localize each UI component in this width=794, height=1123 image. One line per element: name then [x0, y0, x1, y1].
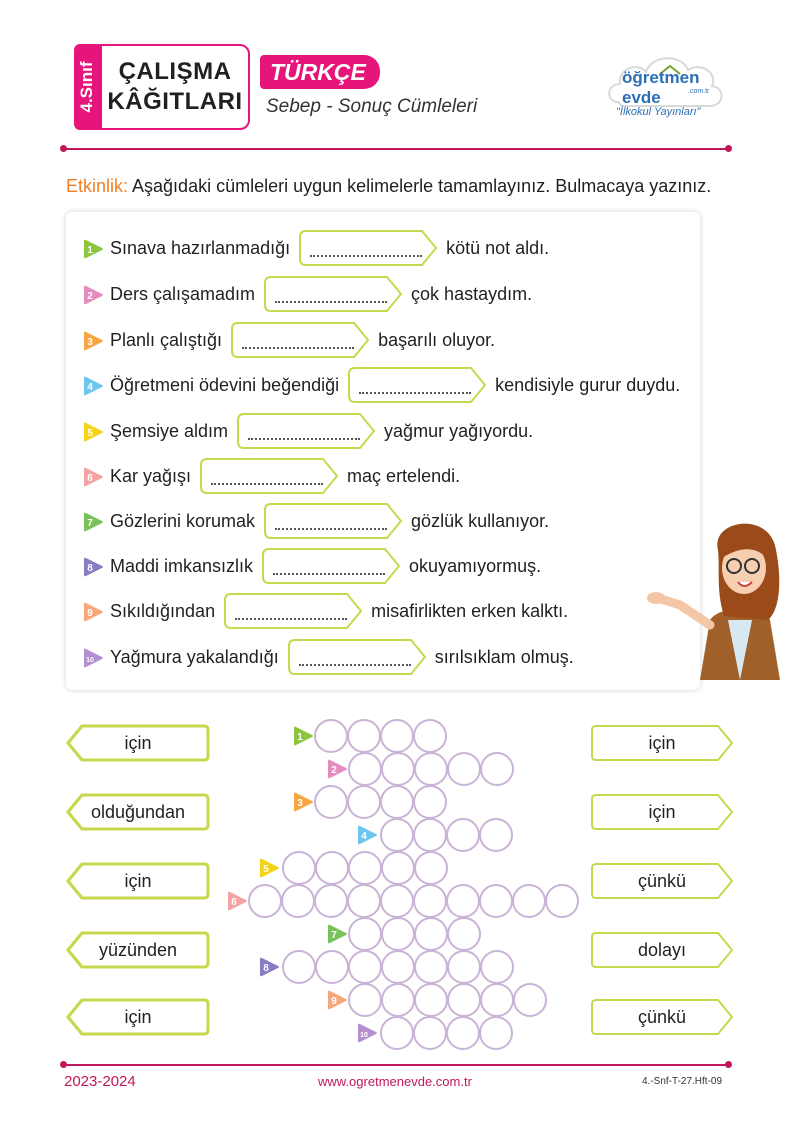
teacher-icon: [640, 510, 794, 690]
sentence-row: [82, 502, 549, 540]
puzzle-cell[interactable]: [281, 884, 315, 918]
svg-text:5: 5: [263, 864, 269, 875]
answer-blank[interactable]: [287, 638, 427, 676]
puzzle-cell[interactable]: [348, 752, 382, 786]
puzzle-cell[interactable]: [347, 884, 381, 918]
puzzle-cell[interactable]: [381, 917, 415, 951]
puzzle-number-icon: [326, 924, 348, 944]
sentence-after: sırılsıklam olmuş.: [434, 646, 574, 667]
svg-text:10: 10: [86, 657, 94, 664]
sentence-after: kendisiyle gurur duydu.: [495, 374, 681, 395]
logo-text: öğretmen evde: [622, 68, 700, 107]
worksheet-title: [100, 44, 250, 130]
number-marker-icon: [82, 648, 100, 666]
puzzle-cell[interactable]: [282, 851, 316, 885]
instruction-text: Aşağıdaki cümleleri uygun kelimelerle tamamlayınız. Bulmacaya yazınız.: [128, 176, 712, 196]
word-label: çünkü: [637, 870, 687, 891]
logo-domain: .com.tr: [688, 88, 710, 95]
puzzle-cell[interactable]: [413, 1016, 447, 1050]
puzzle-cell[interactable]: [413, 818, 447, 852]
number-marker-icon: [82, 557, 100, 575]
answer-blank[interactable]: [263, 502, 403, 540]
sentence-after: çok hastaydım.: [411, 283, 533, 304]
sentence-row: [82, 366, 680, 404]
divider-dot: [60, 1061, 67, 1068]
answer-blank[interactable]: [263, 275, 403, 313]
sentence-after: kötü not aldı.: [446, 237, 550, 258]
puzzle-cell[interactable]: [347, 719, 381, 753]
word-tag-left[interactable]: [66, 724, 210, 762]
puzzle-cell[interactable]: [414, 917, 448, 951]
word-label: için: [648, 801, 676, 822]
sentence-after: gözlük kullanıyor.: [411, 510, 550, 531]
word-tag-left[interactable]: [66, 998, 210, 1036]
svg-text:2: 2: [87, 291, 93, 302]
word-label: çünkü: [637, 1006, 687, 1027]
puzzle-cell[interactable]: [480, 983, 514, 1017]
puzzle-cell[interactable]: [479, 884, 513, 918]
footer-year: 2023-2024: [64, 1073, 136, 1090]
blank-dots: [299, 664, 411, 666]
answer-blank[interactable]: [347, 366, 487, 404]
footer-url[interactable]: www.ogretmenevde.com.tr: [318, 1074, 472, 1089]
svg-text:10: 10: [360, 1032, 368, 1039]
puzzle-cell[interactable]: [381, 983, 415, 1017]
word-label: olduğundan: [90, 801, 186, 822]
puzzle-cell[interactable]: [315, 950, 349, 984]
puzzle-cell[interactable]: [380, 1016, 414, 1050]
puzzle-cell[interactable]: [479, 1016, 513, 1050]
sentence-after: yağmur yağıyordu.: [384, 420, 534, 441]
puzzle-cell[interactable]: [413, 785, 447, 819]
svg-text:7: 7: [331, 930, 337, 941]
teacher-illustration: [640, 510, 794, 690]
sentence-before: Yağmura yakalandığı: [110, 646, 279, 667]
sentence-before: Maddi imkansızlık: [110, 555, 254, 576]
puzzle-number-icon: [326, 759, 348, 779]
answer-blank[interactable]: [199, 457, 339, 495]
puzzle-number-icon: [356, 825, 378, 845]
puzzle-cell[interactable]: [348, 950, 382, 984]
puzzle-cell[interactable]: [348, 983, 382, 1017]
word-tag-left[interactable]: [66, 862, 210, 900]
svg-text:3: 3: [297, 798, 303, 809]
sentence-row: [82, 275, 532, 313]
blank-dots: [248, 438, 360, 440]
svg-text:9: 9: [331, 996, 337, 1007]
puzzle-cell[interactable]: [447, 752, 481, 786]
divider-dot: [725, 145, 732, 152]
number-marker-icon: [82, 512, 100, 530]
puzzle-cell[interactable]: [446, 884, 480, 918]
svg-text:6: 6: [231, 897, 237, 908]
puzzle-cell[interactable]: [314, 884, 348, 918]
title-line-1: ÇALIŞMA: [118, 58, 232, 85]
instruction: [66, 176, 711, 197]
puzzle-cell[interactable]: [347, 785, 381, 819]
puzzle-number-icon: [258, 858, 280, 878]
word-label: için: [648, 732, 676, 753]
blank-dots: [275, 528, 387, 530]
puzzle-cell[interactable]: [447, 950, 481, 984]
puzzle-cell[interactable]: [414, 950, 448, 984]
sentence-before: Kar yağışı: [110, 465, 192, 486]
puzzle-cell[interactable]: [381, 950, 415, 984]
title-line-2: KÂĞITLARI: [107, 88, 243, 115]
logo-slogan: "İlkokul Yayınları": [616, 106, 701, 118]
puzzle-number-icon: [226, 891, 248, 911]
blank-dots: [273, 573, 385, 575]
sentence-row: [82, 592, 568, 630]
puzzle-number-icon: [292, 792, 314, 812]
answer-blank[interactable]: [261, 547, 401, 585]
svg-text:9: 9: [87, 608, 93, 619]
puzzle-number-icon: [258, 957, 280, 977]
svg-text:7: 7: [87, 518, 93, 529]
puzzle-cell[interactable]: [513, 983, 547, 1017]
puzzle-cell[interactable]: [380, 719, 414, 753]
sentence-after: misafirlikten erken kalktı.: [371, 600, 569, 621]
blank-dots: [310, 255, 422, 257]
sentence-row: [82, 457, 460, 495]
number-marker-icon: [82, 602, 100, 620]
puzzle-cell[interactable]: [314, 785, 348, 819]
blank-dots: [235, 618, 347, 620]
sentence-before: Öğretmeni ödevini beğendiği: [110, 374, 340, 395]
svg-text:5: 5: [87, 428, 93, 439]
puzzle-cell[interactable]: [447, 917, 481, 951]
word-tag-right[interactable]: [590, 724, 734, 762]
topic-title: Sebep - Sonuç Cümleleri: [266, 96, 478, 117]
divider-dot: [60, 145, 67, 152]
sentence-before: Gözlerini korumak: [110, 510, 256, 531]
publisher-logo: [604, 46, 728, 128]
sentence-row: [82, 638, 574, 676]
svg-text:2: 2: [331, 765, 337, 776]
footer-divider: [64, 1064, 729, 1066]
puzzle-cell[interactable]: [480, 752, 514, 786]
blank-dots: [242, 347, 354, 349]
blank-dots: [359, 392, 471, 394]
word-tag-right[interactable]: [590, 862, 734, 900]
word-label: için: [124, 732, 152, 753]
puzzle-cell[interactable]: [480, 950, 514, 984]
svg-text:1: 1: [87, 245, 93, 256]
number-marker-icon: [82, 422, 100, 440]
answer-blank[interactable]: [230, 321, 370, 359]
header-divider: [64, 148, 729, 150]
puzzle-cell[interactable]: [414, 851, 448, 885]
svg-text:8: 8: [87, 563, 93, 574]
word-tag-right[interactable]: [590, 998, 734, 1036]
sentence-before: Ders çalışamadım: [110, 283, 256, 304]
puzzle-cell[interactable]: [414, 752, 448, 786]
word-tag-left[interactable]: [66, 793, 210, 831]
word-tag-right[interactable]: [590, 793, 734, 831]
puzzle-cell[interactable]: [248, 884, 282, 918]
sentence-before: Planlı çalıştığı: [110, 329, 223, 350]
sentence-after: başarılı oluyor.: [378, 329, 496, 350]
blank-dots: [211, 483, 323, 485]
footer-code: 4.-Snf-T-27.Hft-09: [642, 1076, 723, 1087]
number-marker-icon: [82, 376, 100, 394]
word-tag-left[interactable]: [66, 931, 210, 969]
puzzle-cell[interactable]: [413, 884, 447, 918]
svg-text:4: 4: [361, 831, 367, 842]
word-label: için: [124, 870, 152, 891]
sentence-row: [82, 229, 549, 267]
puzzle-cell[interactable]: [545, 884, 579, 918]
puzzle-number-icon: [292, 726, 314, 746]
number-marker-icon: [82, 331, 100, 349]
puzzle-cell[interactable]: [348, 851, 382, 885]
sentence-after: maç ertelendi.: [347, 465, 461, 486]
subject-badge: TÜRKÇE: [260, 55, 380, 89]
grade-label: 4.Sınıf: [77, 61, 96, 113]
puzzle-cell[interactable]: [446, 1016, 480, 1050]
answer-blank[interactable]: [236, 412, 376, 450]
puzzle-cell[interactable]: [479, 818, 513, 852]
puzzle-cell[interactable]: [314, 719, 348, 753]
svg-text:4: 4: [87, 382, 93, 393]
puzzle-cell[interactable]: [380, 785, 414, 819]
number-marker-icon: [82, 239, 100, 257]
number-marker-icon: [82, 467, 100, 485]
puzzle-cell[interactable]: [315, 851, 349, 885]
puzzle-cell[interactable]: [446, 818, 480, 852]
puzzle-cell[interactable]: [380, 818, 414, 852]
puzzle-cell[interactable]: [348, 917, 382, 951]
sentence-before: Sıkıldığından: [110, 600, 216, 621]
puzzle-cell[interactable]: [381, 752, 415, 786]
svg-text:3: 3: [87, 337, 93, 348]
puzzle-cell[interactable]: [381, 851, 415, 885]
instruction-label: Etkinlik:: [66, 176, 129, 196]
puzzle-cell[interactable]: [282, 950, 316, 984]
sentence-after: okuyamıyormuş.: [409, 555, 542, 576]
number-marker-icon: [82, 285, 100, 303]
answer-blank[interactable]: [223, 592, 363, 630]
sentence-before: Şemsiye aldım: [110, 420, 229, 441]
sentence-before: Sınava hazırlanmadığı: [110, 237, 291, 258]
puzzle-cell[interactable]: [414, 983, 448, 1017]
answer-blank[interactable]: [298, 229, 438, 267]
puzzle-number-icon: [326, 990, 348, 1010]
svg-text:8: 8: [263, 963, 269, 974]
blank-dots: [275, 301, 387, 303]
puzzle-cell[interactable]: [380, 884, 414, 918]
word-label: dolayı: [637, 939, 687, 960]
word-label: için: [124, 1006, 152, 1027]
puzzle-cell[interactable]: [512, 884, 546, 918]
word-label: yüzünden: [98, 939, 178, 960]
divider-dot: [725, 1061, 732, 1068]
svg-text:6: 6: [87, 473, 93, 484]
sentence-row: [82, 412, 533, 450]
puzzle-cell[interactable]: [413, 719, 447, 753]
grade-tab: [74, 44, 100, 130]
sentence-row: [82, 547, 541, 585]
sentence-row: [82, 321, 495, 359]
puzzle-cell[interactable]: [447, 983, 481, 1017]
puzzle-number-icon: [356, 1023, 378, 1043]
svg-text:1: 1: [297, 732, 303, 743]
word-tag-right[interactable]: [590, 931, 734, 969]
